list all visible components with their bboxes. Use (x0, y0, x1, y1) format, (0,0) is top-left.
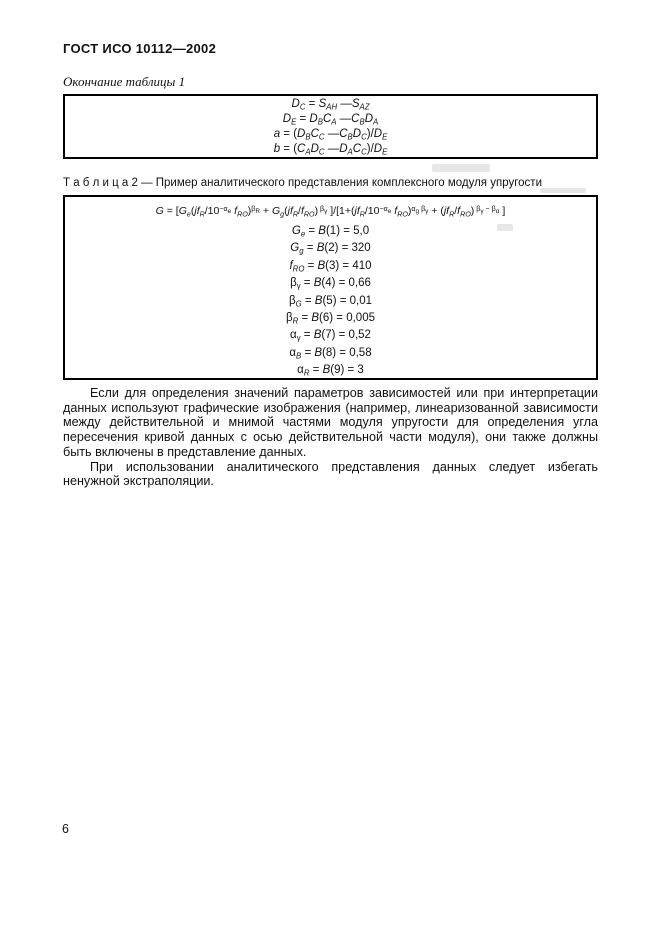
table1-formula-row: $a = (D_BC_C$ $—C_BD_C)/D_E$ (273, 128, 388, 142)
table2-param-row: $G_e = B(1) = 5,0$ (291, 225, 370, 239)
paragraph-graphics: Если для определения значений параметров зависимостей или при интерпретации данных используют графические изображения (например, линеаризованной зависимости между действительной и мнимой частями модуля упругости для определения угла пересечения кривой данных с осью действительной части модуля), они также должны быть включены в представление данных. (63, 386, 598, 459)
table2-param-row: $G_g = B(2) = 320$ (290, 242, 371, 257)
page-number: 6 (62, 822, 69, 836)
table2-param-row: $\beta_G = B(5) = 0,01$ (288, 294, 373, 309)
table2-param-row: $\beta_R = B(6) = 0,005$ (285, 312, 375, 326)
table2-param-row: $f_{RO} = B(3) = 410$ (289, 259, 372, 274)
table2-param-row: $\alpha_R = B(9) = 3$ (297, 364, 364, 378)
table2-parameter-rows (65, 223, 596, 380)
table1-formulas (63, 94, 598, 159)
table2-param-row: $\beta_\gamma = B(4) = 0,66$ (290, 277, 371, 291)
table1-formula-row: $D_E = D_BC_A$ $—C_BD_A$ (282, 113, 379, 127)
table1-formula-row: $b = (C_AD_C$ $—D_AC_C)/D_E$ (273, 143, 388, 157)
body-text-block (63, 386, 598, 489)
table2-complex-modulus (63, 195, 598, 380)
table1-continuation-caption: Окончание таблицы 1 (63, 74, 186, 89)
table2-caption: Т а б л и ц а 2 — Пример аналитического представления комплексного модуля упругости (63, 177, 543, 189)
paragraph-extrapolation: При использовании аналитического представления данных следует избегать ненужной экстраполяции. (63, 459, 598, 489)
scan-artifact (432, 164, 490, 172)
scan-artifact (540, 188, 586, 193)
table2-param-row: $\alpha_\gamma = B(7) = 0,52$ (290, 329, 371, 344)
table2-param-row: $\alpha_B = B(8) = 0,58$ (289, 346, 372, 361)
table2-main-formula: $G = [G_e(jf_R/10^{-\alpha_e}$ $f_{RO})^{\beta_R} + G_g(jf_R/f_{RO})$ $^{\beta_\gamma}$ ]$/[1+(jf_R/10^{-\alpha_e}$ $f_{RO})^{\alpha_g \beta_\gamma} + (jf_R/f_{RO})$ $^{\beta_\gamma - \beta_\alpha}$ ] (155, 204, 506, 219)
table1-formula-row: $D_C = S_{AH}$ $—S_{AZ}$ (291, 98, 370, 112)
document-title: ГОСТ ИСО 10112—2002 (63, 41, 217, 56)
